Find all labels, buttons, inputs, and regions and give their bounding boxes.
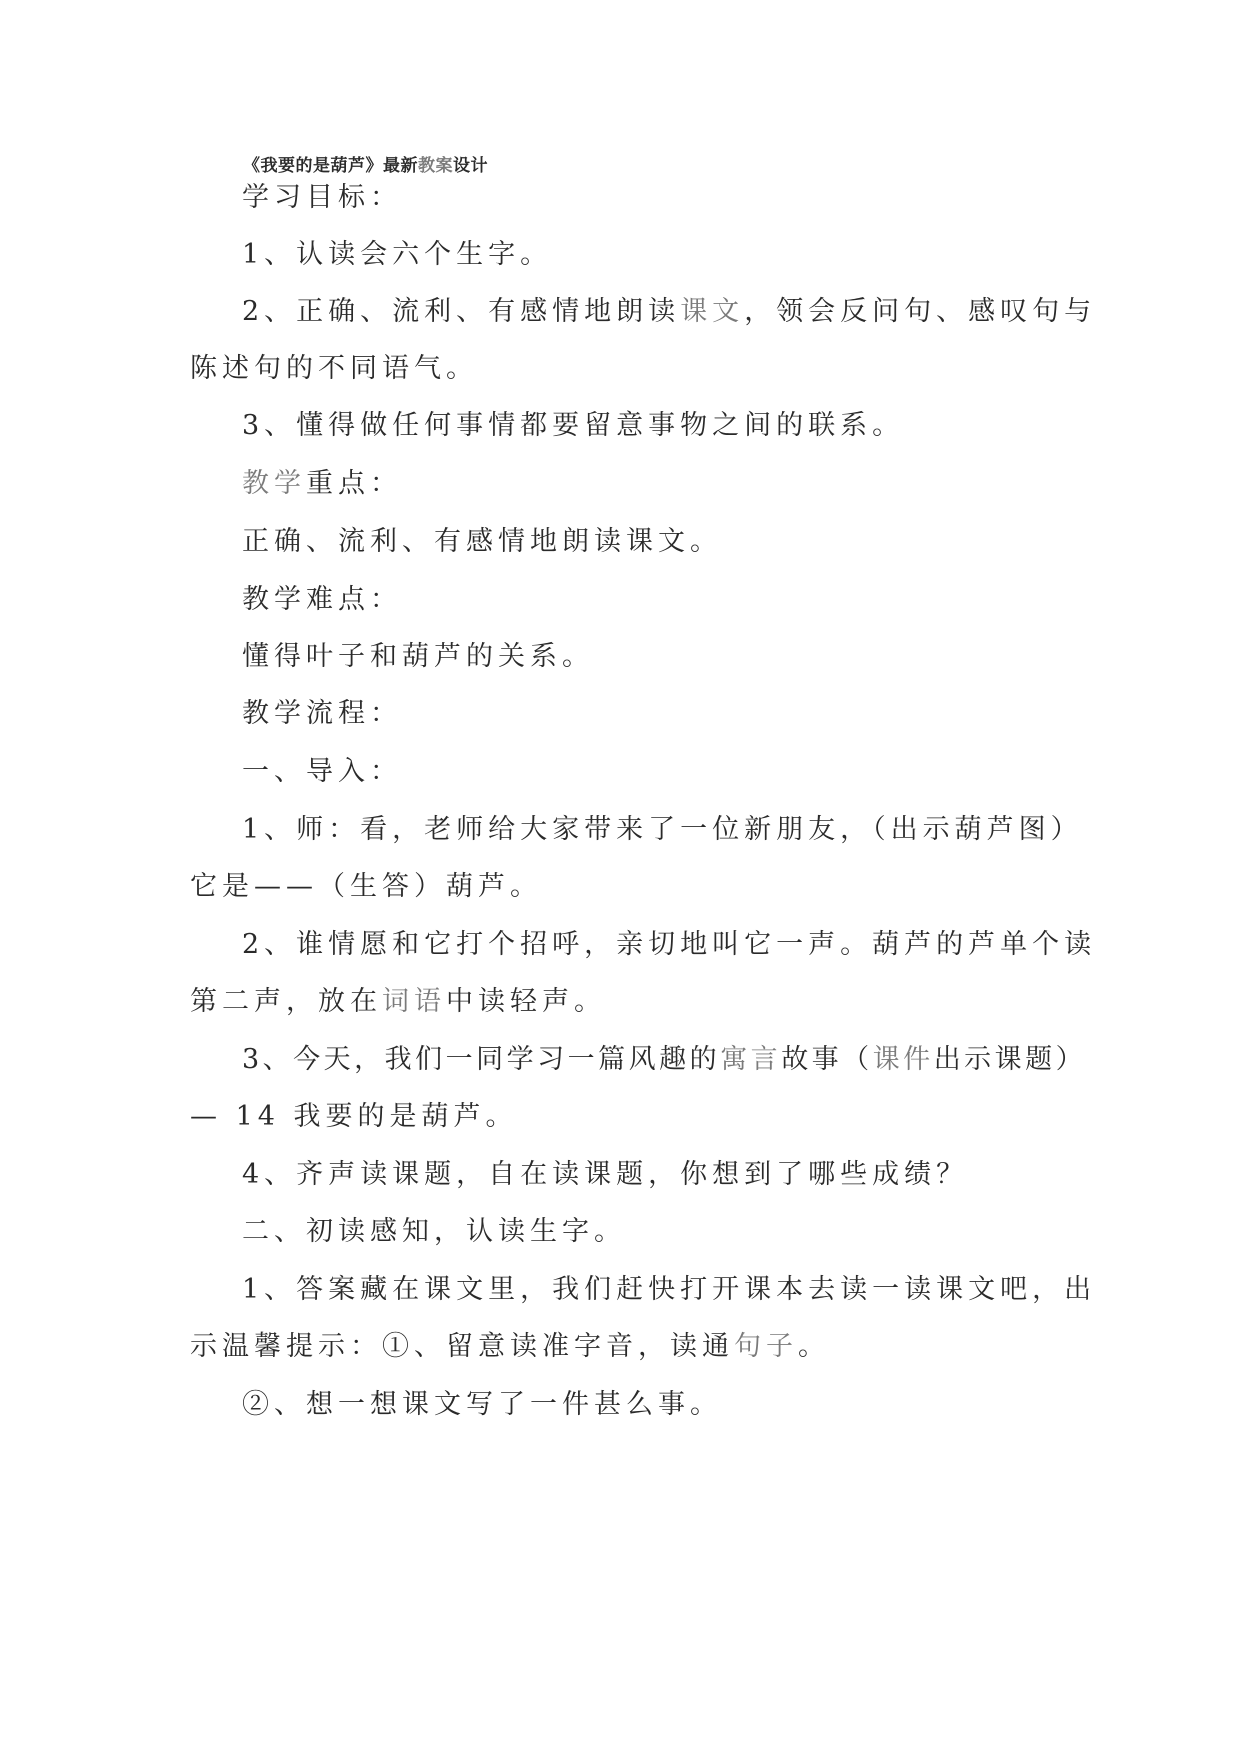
text-run: 课件 — [872, 1044, 934, 1075]
document-title — [243, 156, 488, 176]
text-run: 词语 — [382, 986, 446, 1017]
text-run: 教学难点： — [242, 584, 402, 615]
text-run: 陈述句的不同语气。 — [190, 353, 478, 384]
subsection-heading — [242, 755, 402, 789]
text-run: 课文 — [680, 296, 745, 327]
paragraph-continuation — [190, 985, 606, 1019]
paragraph — [242, 1043, 1086, 1077]
text-run: 出示课题） — [933, 1044, 1087, 1075]
text-run: 它是——（生答）葫芦。 — [190, 871, 542, 902]
text-run: ②、想一想课文写了一件甚么事。 — [242, 1389, 722, 1420]
subsection-heading — [242, 1215, 626, 1249]
section-heading-process — [242, 697, 402, 731]
title-part: 《我要的是葫芦》最新 — [243, 156, 418, 176]
paragraph — [242, 1158, 968, 1192]
paragraph — [242, 813, 1083, 847]
paragraph-continuation — [190, 870, 542, 904]
text-run: 3、今天，我们一同学习一篇风趣的 — [242, 1044, 721, 1075]
text-run: 学习目标： — [242, 182, 402, 213]
paragraph — [242, 1273, 1096, 1307]
text-run: 重点： — [306, 468, 402, 499]
paragraph-continuation — [190, 1330, 830, 1364]
text-run: 句子 — [734, 1331, 798, 1362]
text-run: 寓言 — [720, 1044, 782, 1075]
text-run: ，领会反问句、感叹句与 — [744, 296, 1097, 327]
text-run: 教学 — [242, 468, 306, 499]
paragraph-continuation — [190, 1100, 518, 1134]
text-run: 4、齐声读课题，自在读课题，你想到了哪些成绩？ — [242, 1159, 969, 1190]
paragraph-continuation — [190, 352, 478, 386]
section-heading-difficulties — [242, 583, 402, 617]
text-run: 一、导入： — [242, 756, 402, 787]
text-run: 中读轻声。 — [446, 986, 606, 1017]
text-run: 懂得叶子和葫芦的关系。 — [242, 641, 594, 672]
paragraph — [242, 928, 1096, 962]
text-run: 2、正确、流利、有感情地朗读 — [242, 296, 681, 327]
text-run: 1、答案藏在课文里，我们赶快打开课本去读一读课文吧，出 — [242, 1274, 1097, 1305]
text-run: 1、师：看，老师给大家带来了一位新朋友，（出示葫芦图） — [242, 814, 1083, 845]
text-run: 2、谁情愿和它打个招呼，亲切地叫它一声。葫芦的芦单个读 — [242, 929, 1097, 960]
objective-item — [242, 238, 552, 272]
text-run: — 14 我要的是葫芦。 — [190, 1101, 518, 1132]
text-run: 教学流程： — [242, 698, 402, 729]
title-part: 设计 — [453, 156, 488, 176]
section-heading-objectives — [242, 181, 402, 215]
objective-item — [242, 409, 904, 443]
text-run: 正确、流利、有感情地朗读课文。 — [242, 526, 722, 557]
text-run: 故事（ — [781, 1044, 873, 1075]
title-part: 教案 — [418, 156, 453, 176]
section-heading-key-points — [242, 467, 402, 501]
text-run: 1、认读会六个生字。 — [242, 239, 553, 270]
text-run: 。 — [798, 1331, 830, 1362]
paragraph — [242, 525, 722, 559]
text-run: 示温馨提示：①、留意读准字音，读通 — [190, 1331, 734, 1362]
objective-item — [242, 295, 1096, 329]
text-run: 第二声，放在 — [190, 986, 382, 1017]
text-run: 3、懂得做任何事情都要留意事物之间的联系。 — [242, 410, 905, 441]
paragraph — [242, 640, 594, 674]
paragraph — [242, 1388, 722, 1422]
text-run: 二、初读感知，认读生字。 — [242, 1216, 626, 1247]
